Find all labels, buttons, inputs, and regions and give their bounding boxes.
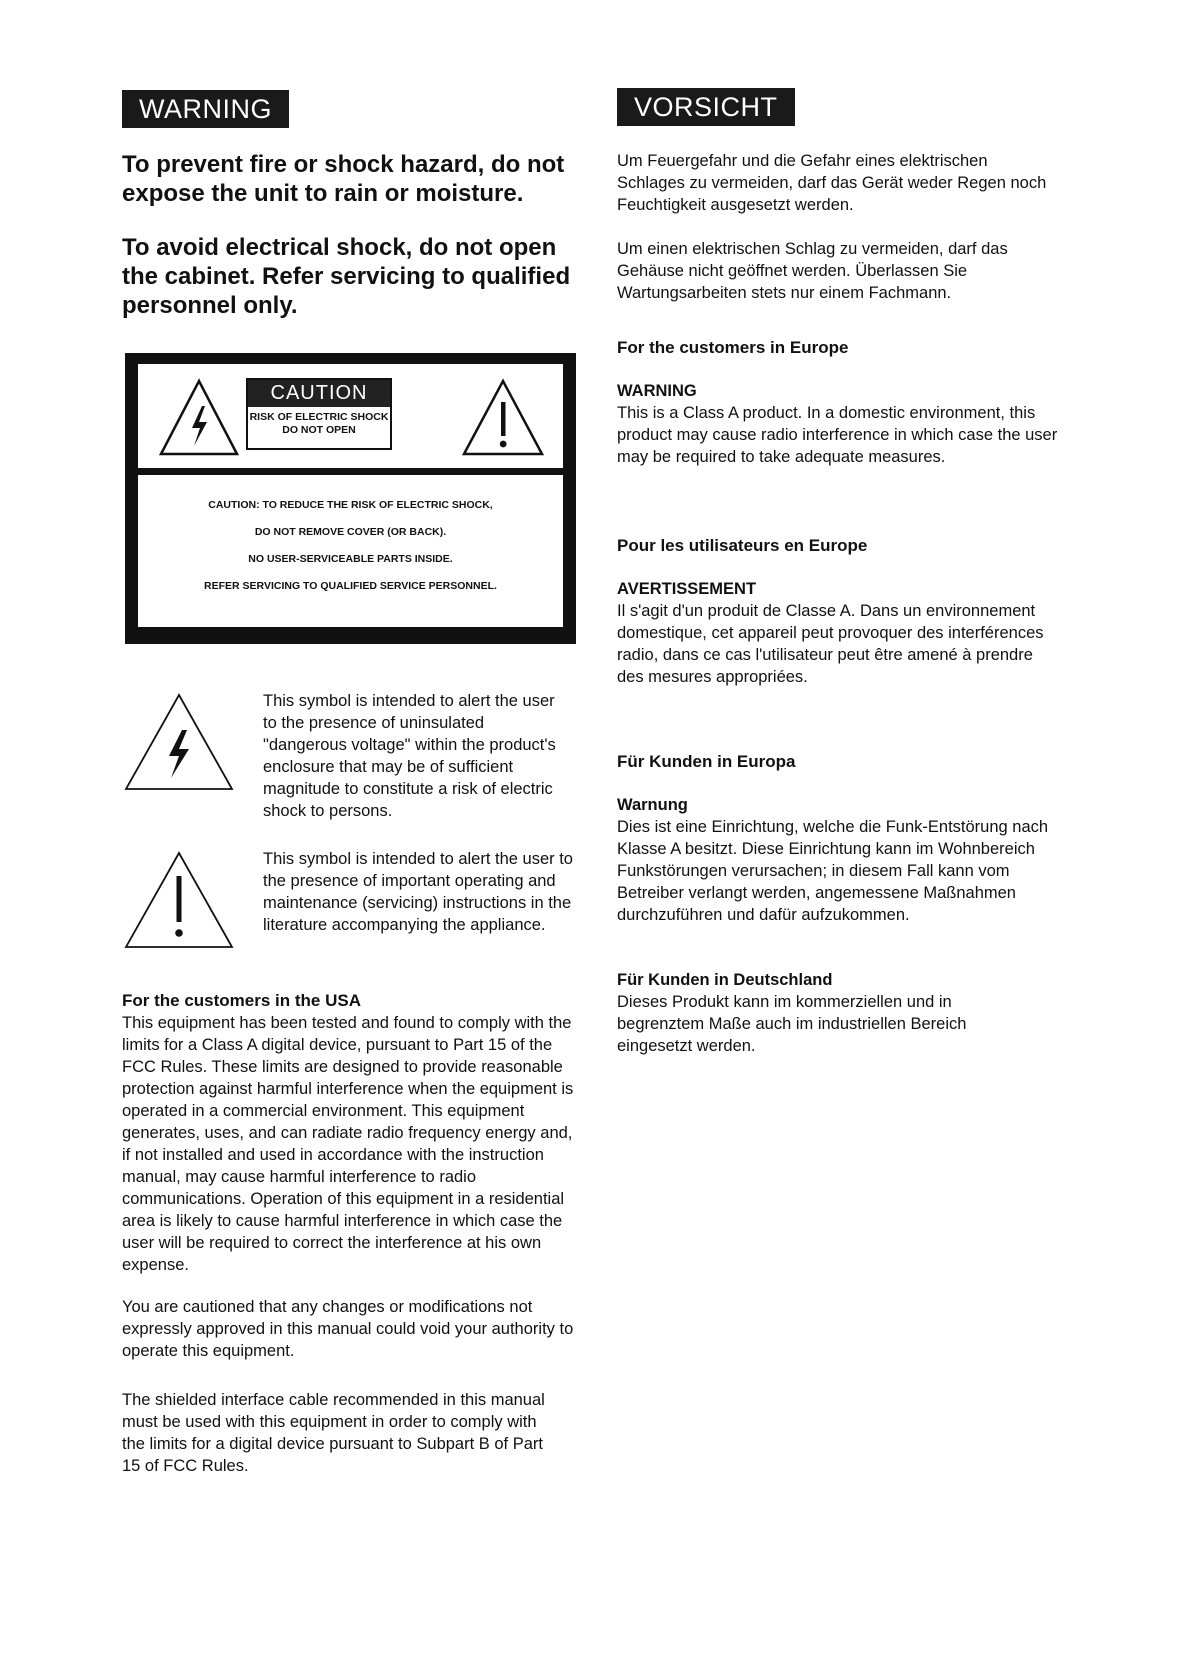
caution-line: DO NOT REMOVE COVER (OR BACK). [254, 526, 447, 538]
caution-badge-subtitle-1: RISK OF ELECTRIC SHOCK [249, 411, 389, 423]
lightning-triangle-icon [158, 378, 240, 457]
exclamation-triangle-icon [461, 378, 545, 457]
europe-warning-label: WARNING [617, 382, 697, 400]
eu-de-warnung-text: Dies ist eine Einrichtung, welche die Funk-Entstörung nach Klasse A besitzt. Diese Einrichtung kann im Wohnbereich Funkstörungen verursachen; in diesem Fall kann vom Betreiber verlangt werden, angemessene Maßnahmen durchzuführen und dafür aufzukommen. [617, 818, 1049, 924]
caution-label-upper-panel [138, 364, 563, 468]
fr-avertissement-text: Il s'agit d'un produit de Classe A. Dans un environnement domestique, cet appareil peut provoquer des interférences radio, dans ce cas l'utilisateur peut être amené à prendre des mesures appropriées. [617, 602, 1044, 686]
fr-avertissement-label: AVERTISSEMENT [617, 580, 757, 598]
de-fire-warning: Um Feuergefahr und die Gefahr eines elektrischen Schlages zu vermeiden, darf das Gerät weder Regen noch Feuchtigkeit ausgesetzt werden. [617, 152, 1047, 214]
usa-fcc-paragraph: This equipment has been tested and found to comply with the limits for a Class A digital device, pursuant to Part 15 of the FCC Rules. These limits are designed to provide reasonable protection against harmful interference when the equipment is operated in a commercial environment. This equipment generates, uses, and can radiate radio frequency energy and, if not installed and used in accordance with the instruction manual, may cause harmful interference to radio communications. Operation of this equipment in a residential area is likely to cause harmful interference in which case the user will be required to correct the interference at his own expense. [122, 1014, 574, 1274]
fr-heading: Pour les utilisateurs en Europe [617, 536, 868, 555]
caution-line: REFER SERVICING TO QUALIFIED SERVICE PERSONNEL. [204, 580, 497, 592]
europe-warning-text: This is a Class A product. In a domestic environment, this product may cause radio interference in which case the user may be required to take adequate measures. [617, 404, 1058, 466]
usa-heading: For the customers in the USA [122, 991, 361, 1010]
caution-label-lower-panel [138, 475, 563, 627]
caution-label [125, 353, 576, 644]
caution-line: CAUTION: TO REDUCE THE RISK OF ELECTRIC SHOCK, [208, 499, 493, 511]
fire-hazard-warning: To prevent fire or shock hazard, do not expose the unit to rain or moisture. [122, 151, 565, 207]
exclamation-symbol-description: This symbol is intended to alert the user to the presence of important operating and maintenance (servicing) instructions in the literature accompanying the appliance. [263, 850, 573, 934]
exclamation-triangle-icon [123, 850, 235, 950]
de-shock-warning: Um einen elektrischen Schlag zu vermeiden, darf das Gehäuse nicht geöffnet werden. Überlassen Sie Wartungsarbeiten stets nur einem Fachmann. [617, 240, 1008, 302]
vorsicht-banner: VORSICHT [617, 88, 795, 126]
de-text: Dieses Produkt kann im kommerziellen und in begrenztem Maße auch im industriellen Bereich eingesetzt werden. [617, 993, 967, 1055]
caution-badge-title: CAUTION [248, 380, 390, 407]
usa-modifications-paragraph: You are cautioned that any changes or modifications not expressly approved in this manual could void your authority to operate this equipment. [122, 1298, 574, 1360]
de-heading: Für Kunden in Deutschland [617, 971, 833, 989]
caution-badge-subtitle-2: DO NOT OPEN [282, 424, 356, 436]
usa-shielded-cable-paragraph: The shielded interface cable recommended in this manual must be used with this equipment in order to comply with the limits for a digital device pursuant to Subpart B of Part 15 of FCC Rules. [122, 1391, 545, 1475]
eu-de-heading: Für Kunden in Europa [617, 752, 796, 771]
warning-banner: WARNING [122, 90, 289, 128]
lightning-triangle-icon [123, 692, 235, 792]
caution-line: NO USER-SERVICEABLE PARTS INSIDE. [248, 553, 453, 565]
eu-de-warnung-label: Warnung [617, 796, 688, 814]
voltage-symbol-description: This symbol is intended to alert the user to the presence of uninsulated "dangerous voltage" within the product's enclosure that may be of sufficient magnitude to constitute a risk of electric shock to persons. [263, 692, 556, 820]
europe-heading: For the customers in Europe [617, 338, 849, 357]
caution-badge [246, 378, 392, 450]
shock-warning: To avoid electrical shock, do not open the cabinet. Refer servicing to qualified personnel only. [122, 234, 571, 319]
